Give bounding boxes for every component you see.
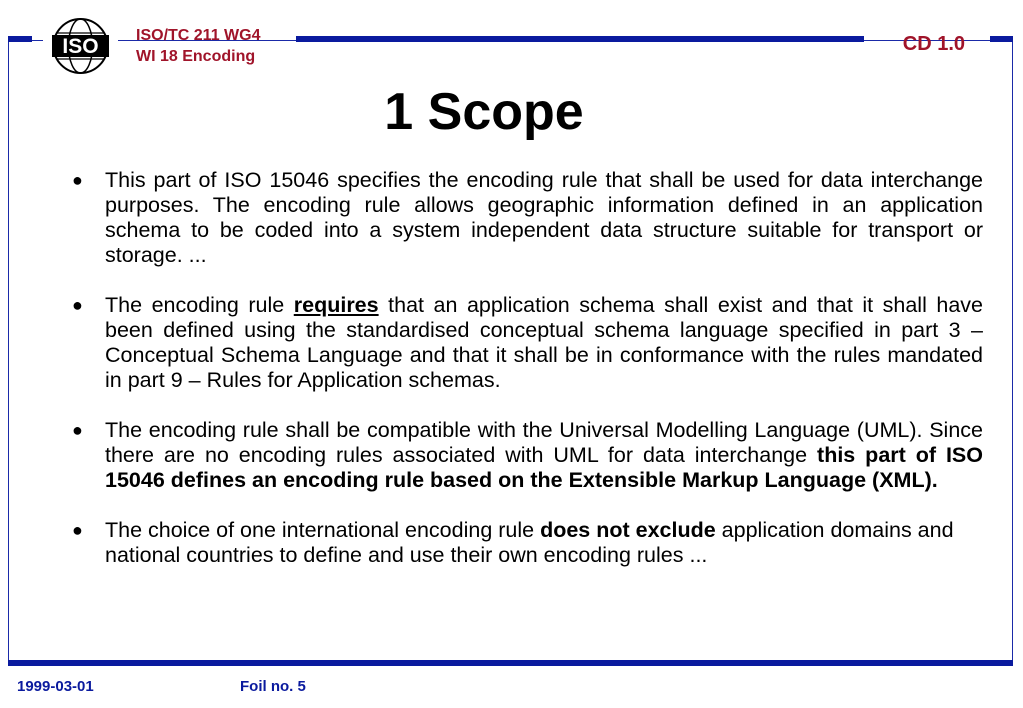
org-label <box>136 25 260 67</box>
bullet-text-run: The encoding rule shall be compatible with the Universal Modelling Language (UML). Since there are no encoding rules associated with UML for data interchange <box>105 418 983 467</box>
version-label: CD 1.0 <box>902 33 965 55</box>
list-item <box>70 293 983 393</box>
bullet-emphasis: requires <box>293 293 379 317</box>
bullet-dot-icon: ● <box>72 295 83 315</box>
bullet-emphasis: this part of ISO 15046 defines an encoding rule based on the Extensible Markup Language (XML). <box>105 443 983 492</box>
page-title: 1 Scope <box>384 83 584 141</box>
bullet-text-run: This part of ISO 15046 specifies the encoding rule that shall be used for data interchange purposes. The encoding rule allows geographic information defined in an application schema to be coded into a system independent data structure suitable for transport or storage. ... <box>105 168 983 267</box>
bullet-dot-icon: ● <box>72 520 83 540</box>
list-item <box>70 418 983 493</box>
footer-rule <box>8 660 1013 666</box>
bullet-text-run: application domains and national countries to define and use their own encoding rules ... <box>105 518 954 567</box>
iso-logo <box>43 16 118 76</box>
list-item <box>70 518 983 568</box>
bullet-text <box>105 168 983 268</box>
bullet-list <box>70 168 983 593</box>
bullet-dot-icon: ● <box>72 420 83 440</box>
bullet-text-run: The encoding rule <box>105 293 294 317</box>
header-rule-middle <box>296 36 864 42</box>
footer-date: 1999-03-01 <box>17 678 94 695</box>
bullet-text <box>105 518 983 568</box>
header-rule-right <box>990 36 1013 42</box>
footer-foil-number: Foil no. 5 <box>240 678 306 695</box>
org-line-1: ISO/TC 211 WG4 <box>136 27 261 44</box>
bullet-text <box>105 293 983 393</box>
bullet-text-run: The choice of one international encoding rule <box>105 518 541 542</box>
bullet-emphasis: does not exclude <box>540 518 716 542</box>
iso-logo-text: ISO <box>62 35 99 58</box>
bullet-text <box>105 418 983 493</box>
bullet-text-run: that an application schema shall exist and that it shall have been defined using the standardised conceptual schema language specified in part 3 – Conceptual Schema Language and that it shall be in conformance with the rules mandated in part 9 – Rules for Application schemas. <box>105 293 983 392</box>
bullet-dot-icon: ● <box>72 170 83 190</box>
header-rule-left <box>8 36 32 42</box>
org-line-2: WI 18 Encoding <box>136 48 256 65</box>
list-item <box>70 168 983 268</box>
